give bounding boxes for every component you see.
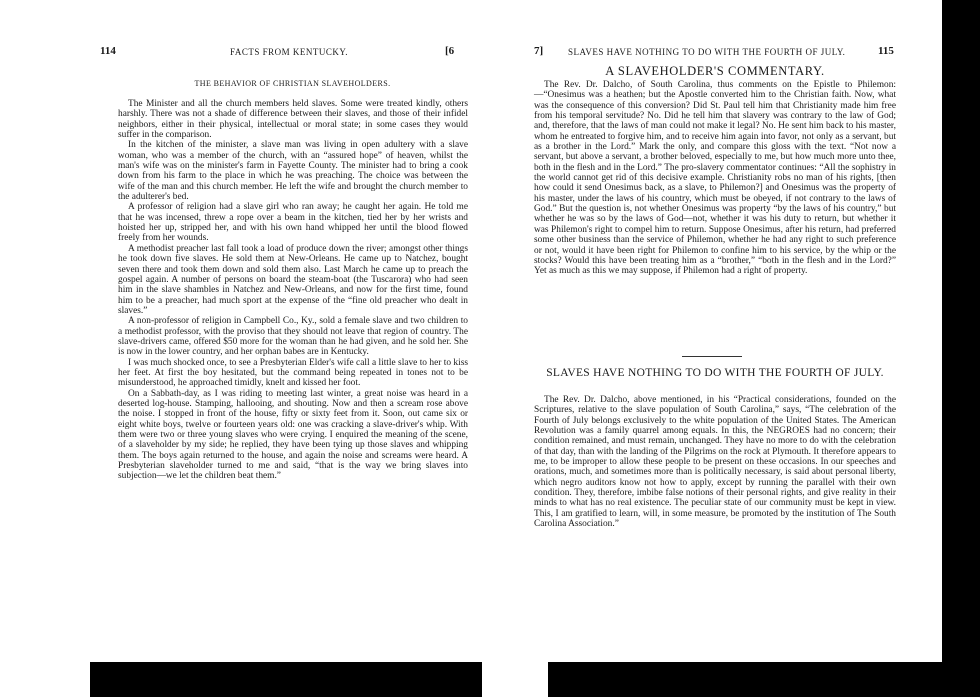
section-title: A SLAVEHOLDER'S COMMENTARY.	[605, 64, 825, 78]
scan-edge-bottom-right	[548, 662, 942, 697]
body-text	[118, 99, 468, 482]
paragraph: In the kitchen of the minister, a slave man was living in open adultery with a slave woman, who was a member of the church, with an “assured hope” of heaven, whilst the man's wife was on the minister's farm in Fayette County. The minister had to bring a cook down from his farm to the place in which he was preaching. The choice was between the wife of the man and this church member. He left the wife and brought the church member to the adulterer's bed.	[118, 140, 468, 203]
section-number: 7]	[534, 45, 544, 57]
paragraph: The Minister and all the church members held slaves. Some were treated kindly, others harshly. There was not a shade of difference between their slaves, and those of their infidel neighbors, either in their physical, intellectual or moral state; in some cases they would suffer in the comparison.	[118, 99, 468, 141]
section-title: SLAVES HAVE NOTHING TO DO WITH THE FOURTH OF JULY.	[546, 367, 884, 379]
paragraph: On a Sabbath-day, as I was riding to meeting last winter, a great noise was heard in a deserted log-house. Stamping, hallooing, and shouting. Now and then a scream rose above the noise. I stopped in front of the house, fifty or sixty feet from it. Soon, out came six or eight white boys, twelve or fourteen years old: one was cracking a slave-driver's whip. With them were two or three young slaves who were crying. I enquired the meaning of the scene, of a slaveholder by my side; he replied, they have been tying up those slaves and whipping them. The boys again returned to the house, and again the noise and screams were heard. A Presbyterian slaveholder turned to me and said, “that is the way we bring slaves into subjection—we let the children beat them.”	[118, 388, 468, 482]
scan-edge-bottom-left	[90, 662, 482, 697]
running-head: SLAVES HAVE NOTHING TO DO WITH THE FOURTH OF JULY.	[568, 47, 846, 57]
body-text	[534, 395, 896, 529]
section-title: THE BEHAVIOR OF CHRISTIAN SLAVEHOLDERS.	[194, 79, 391, 88]
paragraph: A professor of religion had a slave girl who ran away; he caught her again. He told me that he was incensed, threw a rope over a beam in the kitchen, tied her by her wrists and hoisted her up, stripped her, and with his own hand whipped her until the blood flowed freely from her wounds.	[118, 202, 468, 244]
section-number: [6	[445, 45, 455, 57]
paragraph: The Rev. Dr. Dalcho, above mentioned, in his “Practical considerations, founded on the Scriptures, relative to the slave population of South Carolina,” says, “The celebration of the Fourth of July belongs exclusively to the white population of the United States. The American Revolution was a family quarrel among equals. In this, the NEGROES had no concern; their condition remained, and must remain, unchanged. They have no more to do with the celebration of that day, than with the landing of the Pilgrims on the rock at Plymouth. It therefore appears to me, to be improper to allow these people to be present on these occasions. In our speeches and orations, much, and sometimes more than is politically necessary, is said about personal liberty, which negro auditors know not how to apply, except by running the parallel with their own condition. They, therefore, imbibe false notions of their personal rights, and give reality in their minds to what has no real existence. The peculiar state of our community must be kept in view. This, I am gratified to learn, will, in some measure, be promoted by the institution of The South Carolina Association.”	[534, 395, 896, 530]
paragraph: The Rev. Dr. Dalcho, of South Carolina, thus comments on the Epistle to Philemon:—“Onesimus was a heathen; but the Apostle converted him to the Christian faith. Now, what was the consequence of this conversion? Did St. Paul tell him that Christianity made him free from his temporal servitude? No. Did he tell him that slavery was contrary to the law of God; and, therefore, that the laws of man could not make it legal? No. He sent him back to his master, whom he entreated to forgive him, and to receive him again into favor, not only as a servant, but as a brother in the Lord.” Mark the only, and compare this gloss with the text. “Not now a servant, but above a servant, a brother beloved, especially to me, but how much more unto thee, both in the flesh and in the Lord.” The pro-slavery commentator continues: “All the sophistry in the world cannot get rid of this decisive example. Christianity robs no man of his rights, [then how could it send Onesimus back, as a slave, to Philemon?] and Onesimus was the property of his master, under the laws of his country, which must be obeyed, if not contrary to the laws of God.” But the question is, not whether Onesimus was property “by the laws of his country,” but whether he was so by the laws of God—not, whether it was his duty to return, but whether it was Philemon's right to compel him to return. Suppose Onesimus, after his return, had preferred some other business than the service of Philemon, whether he had any right to such preference or not, would it have been right for Philemon to confine him to his service, by the whip or the stocks? Would this have been treating him as a “brother,” “both in the flesh and in the Lord?” Yet as much as this we may suppose, if Philemon had a right of property.	[534, 80, 896, 277]
scan-edge-right	[942, 0, 980, 697]
page-number: 114	[100, 45, 116, 57]
paragraph: A non-professor of religion in Campbell Co., Ky., sold a female slave and two children to a methodist professor, with the proviso that they should not leave that region of country. The slave-drivers came, offered $50 more for the woman than he had given, and he sold her. She is now in the lower country, and her orphan babes are in Kentucky.	[118, 316, 468, 358]
paragraph: A methodist preacher last fall took a load of produce down the river; amongst other things he took down five slaves. He sold them at New-Orleans. He came up to Natchez, bought seven there and took them down and sold them also. Last March he came up to preach the gospel again. A number of persons on board the steam-boat (the Tuscarora) who had seen him in the slave shambles in Natchez and New-Orleans, and now for the first time, found him to be a preacher, had much sport at the expense of the “fine old preacher who dealt in slaves.”	[118, 243, 468, 316]
paragraph: I was much shocked once, to see a Presbyterian Elder's wife call a little slave to her to kiss her feet. At first the boy hesitated, but the command being repeated in tones not to be misunderstood, he approached timidly, knelt and kissed her foot.	[118, 357, 468, 389]
divider	[682, 356, 742, 357]
page-number: 115	[878, 45, 894, 57]
body-text	[534, 80, 896, 277]
running-head: FACTS FROM KENTUCKY.	[230, 47, 348, 57]
